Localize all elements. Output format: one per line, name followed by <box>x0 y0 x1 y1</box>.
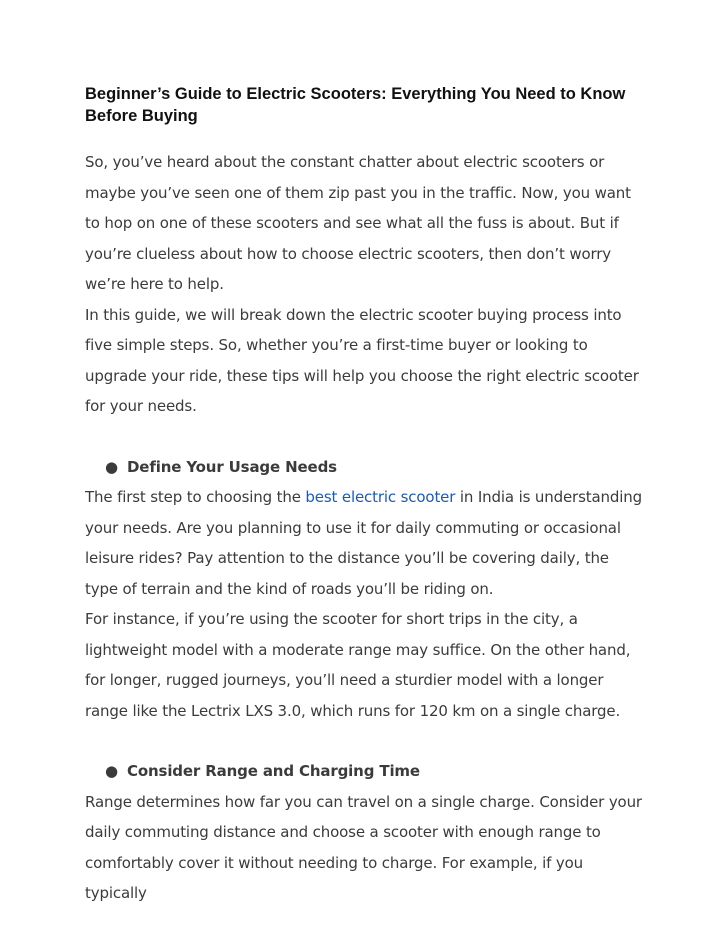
intro-paragraph-1: So, you’ve heard about the constant chatter about electric scooters or maybe you’ve seen one of them zip past you in the traffic. Now, you want to hop on one of these scooters and see what all the fuss is about. But if you’re clueless about how to choose electric scooters, then don’t worry we’re here to help. <box>85 153 631 293</box>
usage-paragraph-1 <box>85 482 645 604</box>
range-paragraph-1: Range determines how far you can travel on a single charge. Consider your daily commuting distance and choose a scooter with enough range to comfortably cover it without needing to charge. For example, if you typically <box>85 792 642 902</box>
document-title: Beginner’s Guide to Electric Scooters: Everything You Need to Know Before Buying <box>85 85 626 125</box>
section-heading-text: Consider Range and Charging Time <box>127 762 420 780</box>
section-heading-usage-needs <box>85 452 645 483</box>
section-heading-range-charging <box>85 756 645 787</box>
best-electric-scooter-link[interactable]: best electric scooter <box>305 488 456 506</box>
spacer <box>85 726 645 756</box>
spacer <box>85 422 645 452</box>
bullet-icon: ● <box>105 457 118 476</box>
bullet-icon: ● <box>105 762 118 780</box>
section-heading-text: Define Your Usage Needs <box>127 457 337 476</box>
usage-paragraph-2: For instance, if you’re using the scooter for short trips in the city, a lightweight model with a moderate range may suffice. On the other hand, for longer, rugged journeys, you’ll need a sturdier model with a longer range like the Lectrix LXS 3.0, which runs for 120 km on a single charge. <box>85 610 631 720</box>
document-page <box>85 83 645 909</box>
intro-paragraph-2: In this guide, we will break down the electric scooter buying process into five simple steps. So, whether you’re a first-time buyer or looking to upgrade your ride, these tips will help you choose the right electric scooter for your needs. <box>85 305 639 415</box>
text-run: in India is understanding your needs. Are you planning to use it for daily commuting or occasional leisure rides? Pay attention to the distance you’ll be covering daily, the type of terrain and the kind of roads you’ll be riding on. <box>85 488 642 598</box>
text-run: The first step to choosing the <box>85 488 306 506</box>
